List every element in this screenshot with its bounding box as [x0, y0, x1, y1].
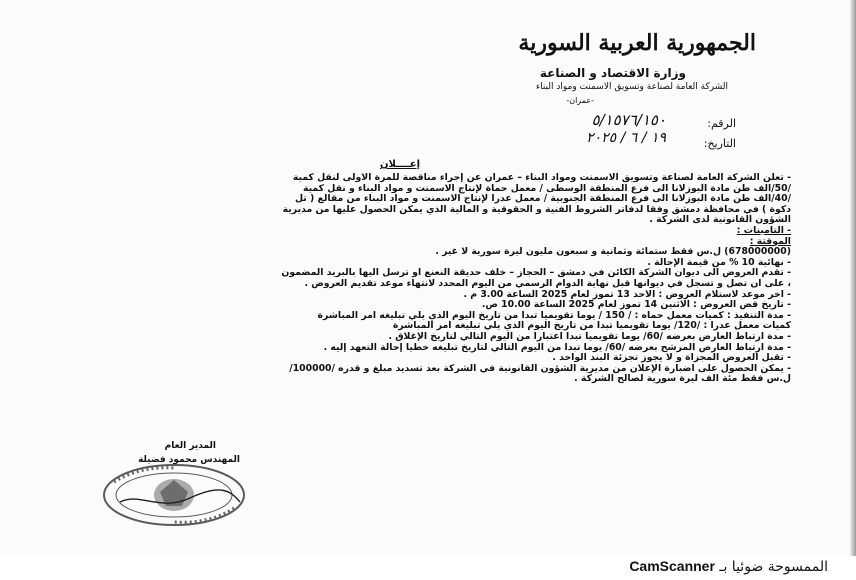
announcement-title: إعــــلان: [380, 159, 421, 170]
body-line: - تعلن الشركة العامة لصناعة وتسويق الاسمنت ومواد البناء – عمران عن إجراء مناقصة للمرة الاولى لنقل كمية: [292, 173, 791, 183]
deadline-line: - آخر موعد لاستلام العروض : الأحد 13 تموز لعام 2025 الساعة 3.00 م .: [463, 289, 791, 300]
final-insurance: - نهائية 10 % من قيمة الإحالة .: [647, 257, 791, 268]
body-line: /40/الف طن مادة البوزلانا الى فرع المنطقة الجنوبية / معمل عدرا لإنتاج الاسمنت و مواد البناء من مقالع ( تل: [295, 194, 791, 205]
watermark-app-name: CamScanner: [629, 558, 715, 574]
ref-number: ٥/١٥٧٦/١٥٠: [591, 111, 666, 129]
body-line: دكوة ) في محافظة دمشق وفقاً لدفاتر الشروط الفنية و الحقوقية و المالية الذي يمكن الحصول عليها من مديرية: [282, 204, 791, 215]
submission-line: - تقدم العروض الى ديوان الشركة الكائن في دمشق – الحجاز – خلف حديقة النعنع أو ترسل اليها بالبريد المضمون: [281, 268, 791, 279]
signatory-title: المدير العام: [164, 441, 216, 451]
copy-line: - يمكن الحصول على اضبارة الإعلان من مديرية الشؤون القانونية في الشركة بعد تسديد مبلغ و قدره /100000/: [289, 363, 791, 374]
scanner-watermark: [629, 558, 828, 575]
date-label: التاريخ:: [703, 137, 736, 150]
watermark-prefix: الممسوحة ضوئيا بـ: [719, 559, 828, 575]
date-value: ١٩ / ٦ / ٢٠٢٥: [586, 130, 666, 146]
insurance-amount: (678000000) ل.س فقط ستمائة وثمانية و سبعون مليون ليرة سورية لا غير .: [435, 247, 791, 258]
official-seal-icon: [100, 462, 248, 528]
government-header: الجمهورية العربية السورية: [518, 30, 756, 56]
execution-line: كميات معمل عدرا : /120/ يوماً تقويمياً تبدأ من تاريخ اليوم الذي يلي تبليغه أمر المباشرة: [392, 321, 791, 332]
opening-line: - تاريخ فض العروض : الاثنين 14 تموز لعام 2025 الساعة 10.00 ص.: [481, 300, 791, 311]
submission-line: ، على ان تصل و تسجل في ديوانها قبل نهاية الدوام الرسمي من اليوم المحدد لانتهاء موعد تقديم العروض .: [304, 278, 791, 289]
insurance-heading: - التأمينات :: [736, 225, 791, 236]
announcement-body: [58, 173, 791, 385]
branch-name: -عمران-: [566, 96, 594, 105]
page-edge-shadow: [850, 0, 856, 556]
copy-line: ل.س فقط مئة الف ليرة سورية لصالح الشركة .: [574, 374, 791, 385]
ref-label: الرقم:: [707, 117, 736, 130]
body-line: الشؤون القانونية لدى الشركة .: [649, 215, 791, 226]
winner-commitment-line: - مدة ارتباط العارض المرشح بعرضه /60/ يوماً تبدأ من اليوم التالي لتاريخ تبليغه خطياً إحالة التعهد إليه .: [323, 342, 791, 353]
company-name: الشركة العامة لصناعة وتسويق الاسمنت ومواد البناء: [535, 82, 728, 92]
body-line: /50/الف طن مادة البوزلانا الى فرع المنطقة الوسطى / معمل حماة لإنتاج الاسمنت و مواد البناء و نقل كمية: [303, 183, 791, 194]
temporary-heading: الموقتة :: [749, 236, 791, 247]
winner-commitment-line: - تقبل العروض المجزأة و لا يجوز تجزئة البند الواحد .: [552, 353, 791, 364]
ministry-name: وزارة الاقتصاد و الصناعة: [539, 66, 686, 80]
bid-commitment-line: - مدة ارتباط العارض بعرضه /60/ يوماً تقويمياً تبدأ اعتباراً من اليوم التالي لتاريخ الإغلاق .: [388, 331, 791, 342]
execution-line: - مدة التنفيذ : كميات معمل حماه : / 150 / يوماً تقويمياً تبدأ من تاريخ اليوم الذي يلي تبليغه أمر المباشرة: [317, 310, 791, 321]
signatory-name: المهندس محمود فضيلة: [138, 455, 240, 465]
